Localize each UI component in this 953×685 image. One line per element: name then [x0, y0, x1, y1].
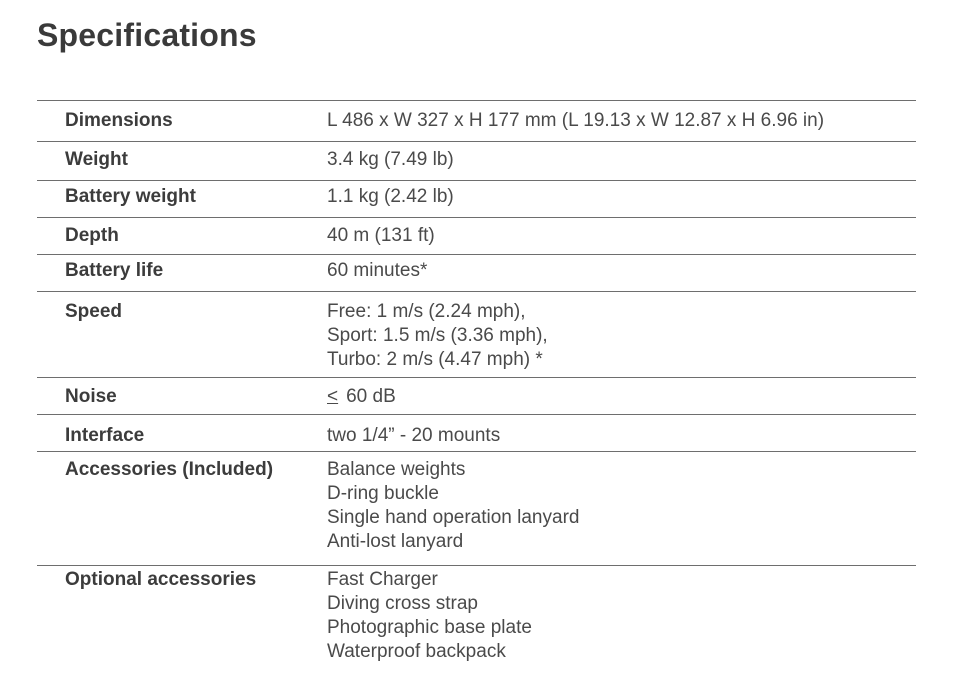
spec-value-line: Waterproof backpack [327, 641, 506, 662]
spec-label: Noise [65, 386, 117, 407]
spec-value-line: 40 m (131 ft) [327, 225, 435, 246]
spec-value-line: Sport: 1.5 m/s (3.36 mph), [327, 325, 548, 346]
spec-value-line: Anti-lost lanyard [327, 531, 464, 552]
page-title: Specifications [37, 17, 257, 53]
spec-label: Battery weight [65, 186, 196, 207]
spec-value-line: 1.1 kg (2.42 lb) [327, 186, 454, 207]
spec-value-line: L 486 x W 327 x H 177 mm (L 19.13 x W 12.87 x H 6.96 in) [327, 110, 825, 131]
spec-value [327, 300, 916, 377]
spec-value-line: Photographic base plate [327, 617, 532, 638]
spec-row-accessories-included [37, 451, 916, 565]
spec-row-battery-life [37, 254, 916, 291]
spec-value [327, 385, 916, 414]
spec-value-line [327, 385, 916, 409]
spec-value [327, 148, 916, 180]
spec-value [327, 109, 916, 141]
spec-value [327, 224, 916, 254]
noise-value: 60 dB [346, 386, 396, 407]
spec-value-line: Fast Charger [327, 569, 438, 590]
spec-value-line: two 1/4” - 20 mounts [327, 425, 501, 446]
spec-label: Weight [65, 149, 128, 170]
spec-value-line: D-ring buckle [327, 483, 439, 504]
spec-row-weight [37, 141, 916, 180]
spec-value-line: Diving cross strap [327, 593, 478, 614]
spec-row-noise [37, 377, 916, 414]
spec-row-dimensions [37, 100, 916, 141]
spec-row-depth [37, 217, 916, 254]
spec-value-line: 60 minutes* [327, 260, 428, 281]
spec-row-optional-accessories [37, 565, 916, 669]
spec-label: Speed [65, 301, 123, 322]
spec-label: Dimensions [65, 110, 173, 131]
spec-label: Depth [65, 225, 119, 246]
spec-table [37, 100, 916, 669]
spec-label: Battery life [65, 260, 164, 281]
spec-label: Optional accessories [65, 569, 257, 590]
spec-row-interface [37, 414, 916, 451]
spec-value-line: Single hand operation lanyard [327, 507, 580, 528]
spec-value [327, 458, 916, 565]
spec-value [327, 424, 916, 451]
spec-label: Interface [65, 425, 145, 446]
spec-value [327, 185, 916, 217]
spec-value-line: 3.4 kg (7.49 lb) [327, 149, 454, 170]
less-than-or-equal-icon: < [327, 386, 339, 407]
spec-value [327, 259, 916, 291]
spec-row-battery-weight [37, 180, 916, 217]
spec-value-line: Free: 1 m/s (2.24 mph), [327, 301, 526, 322]
spec-value [327, 568, 916, 669]
spec-row-speed [37, 291, 916, 377]
spec-value-line: Balance weights [327, 459, 466, 480]
spec-label: Accessories (Included) [65, 459, 274, 480]
spec-value-line: Turbo: 2 m/s (4.47 mph) * [327, 349, 543, 370]
